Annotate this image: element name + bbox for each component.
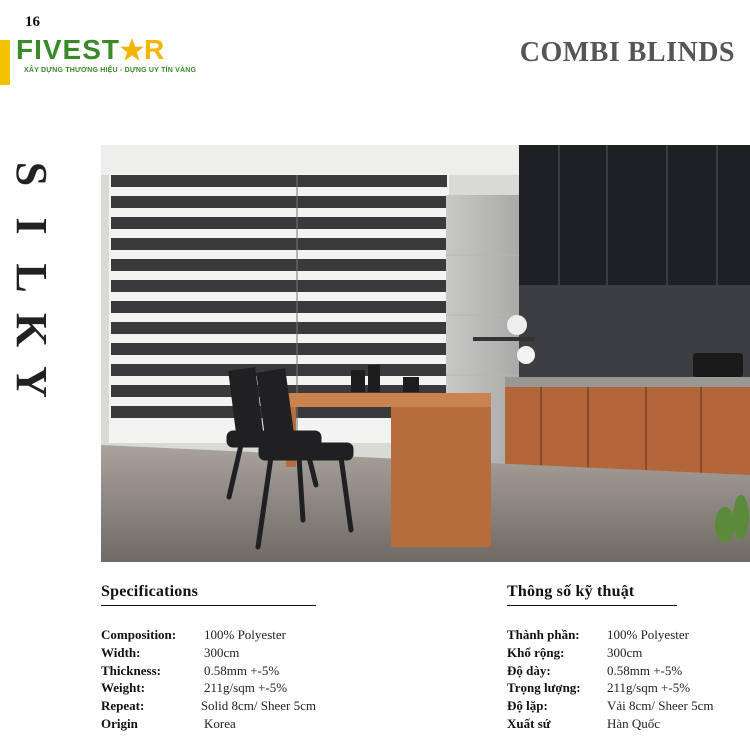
blind-stripe <box>111 175 447 187</box>
blind-stripe <box>111 259 447 271</box>
page-title: COMBI BLINDS <box>519 37 735 68</box>
spec-vi-label: Khổ rộng: <box>507 644 565 660</box>
page-number: 16 <box>25 14 40 30</box>
logo-word-left: FIVEST <box>16 34 121 65</box>
blind-stripe <box>111 322 447 334</box>
spec-label: Repeat: <box>101 698 145 714</box>
star-icon <box>119 37 145 63</box>
spec-vi-row <box>507 644 732 662</box>
collection-name <box>7 148 56 408</box>
brand-logo <box>16 34 196 74</box>
spec-row <box>101 679 316 697</box>
collection-name-letter: L <box>7 263 56 293</box>
blind-stripe <box>111 196 447 208</box>
spec-vi-label: Xuất sứ <box>507 715 551 731</box>
spec-vi-value: 0.58mm +-5% <box>607 662 683 678</box>
logo-word-right: R <box>144 34 166 65</box>
spec-value: Korea <box>204 715 236 731</box>
spec-vi-row <box>507 679 732 697</box>
spec-vi-label: Trọng lượng: <box>507 680 581 696</box>
blind-stripe <box>111 301 447 313</box>
specifications-heading-vi: Thông số kỹ thuật <box>507 583 677 606</box>
spec-value: 100% Polyester <box>204 627 286 642</box>
spec-vi-value: 211g/sqm +-5% <box>607 680 691 696</box>
logo-tagline: XÂY DỰNG THƯƠNG HIỆU - DỰNG UY TÍN VÀNG <box>24 67 197 74</box>
spec-label: Composition: <box>101 627 177 642</box>
spec-vi-row <box>507 626 732 644</box>
specifications-en <box>101 583 316 733</box>
spec-vi-value: Vải 8cm/ Sheer 5cm <box>607 698 714 714</box>
spec-row <box>101 644 316 662</box>
spec-vi-row <box>507 715 732 733</box>
spec-row <box>101 626 316 644</box>
blind-stripe <box>111 238 447 250</box>
collection-name-letter: K <box>7 312 56 348</box>
blind-stripe <box>111 343 447 355</box>
spec-label: Thickness: <box>101 662 161 678</box>
spec-value: Solid 8cm/ Sheer 5cm <box>200 698 316 714</box>
spec-row <box>101 662 316 680</box>
spec-row <box>101 697 316 715</box>
accent-bar <box>0 40 10 85</box>
spec-value: 300cm <box>204 644 240 660</box>
spec-vi-row <box>507 697 732 715</box>
spec-vi-row <box>507 662 732 680</box>
spec-vi-value: Hàn Quốc <box>607 715 661 731</box>
blind-stripe <box>111 280 447 292</box>
blind-stripe <box>111 217 447 229</box>
spec-value: 211g/sqm +-5% <box>204 680 288 696</box>
spec-label: Width: <box>101 644 141 660</box>
spec-value: 0.58mm +-5% <box>204 662 280 678</box>
spec-label: Origin <box>101 715 138 731</box>
spec-row <box>101 715 316 733</box>
collection-name-letter: I <box>7 217 56 235</box>
specifications-heading: Specifications <box>101 583 316 606</box>
collection-name-letter: S <box>7 161 56 187</box>
spec-vi-label: Độ dày: <box>507 662 551 678</box>
spec-vi-label: Thành phần: <box>507 627 580 642</box>
product-photo <box>101 145 750 562</box>
collection-name-letter: Y <box>7 366 56 398</box>
specifications-vi <box>507 583 732 733</box>
spec-vi-value: 100% Polyester <box>607 627 689 642</box>
spec-label: Weight: <box>101 680 146 696</box>
spec-vi-value: 300cm <box>607 644 643 660</box>
spec-vi-label: Độ lặp: <box>507 698 548 714</box>
